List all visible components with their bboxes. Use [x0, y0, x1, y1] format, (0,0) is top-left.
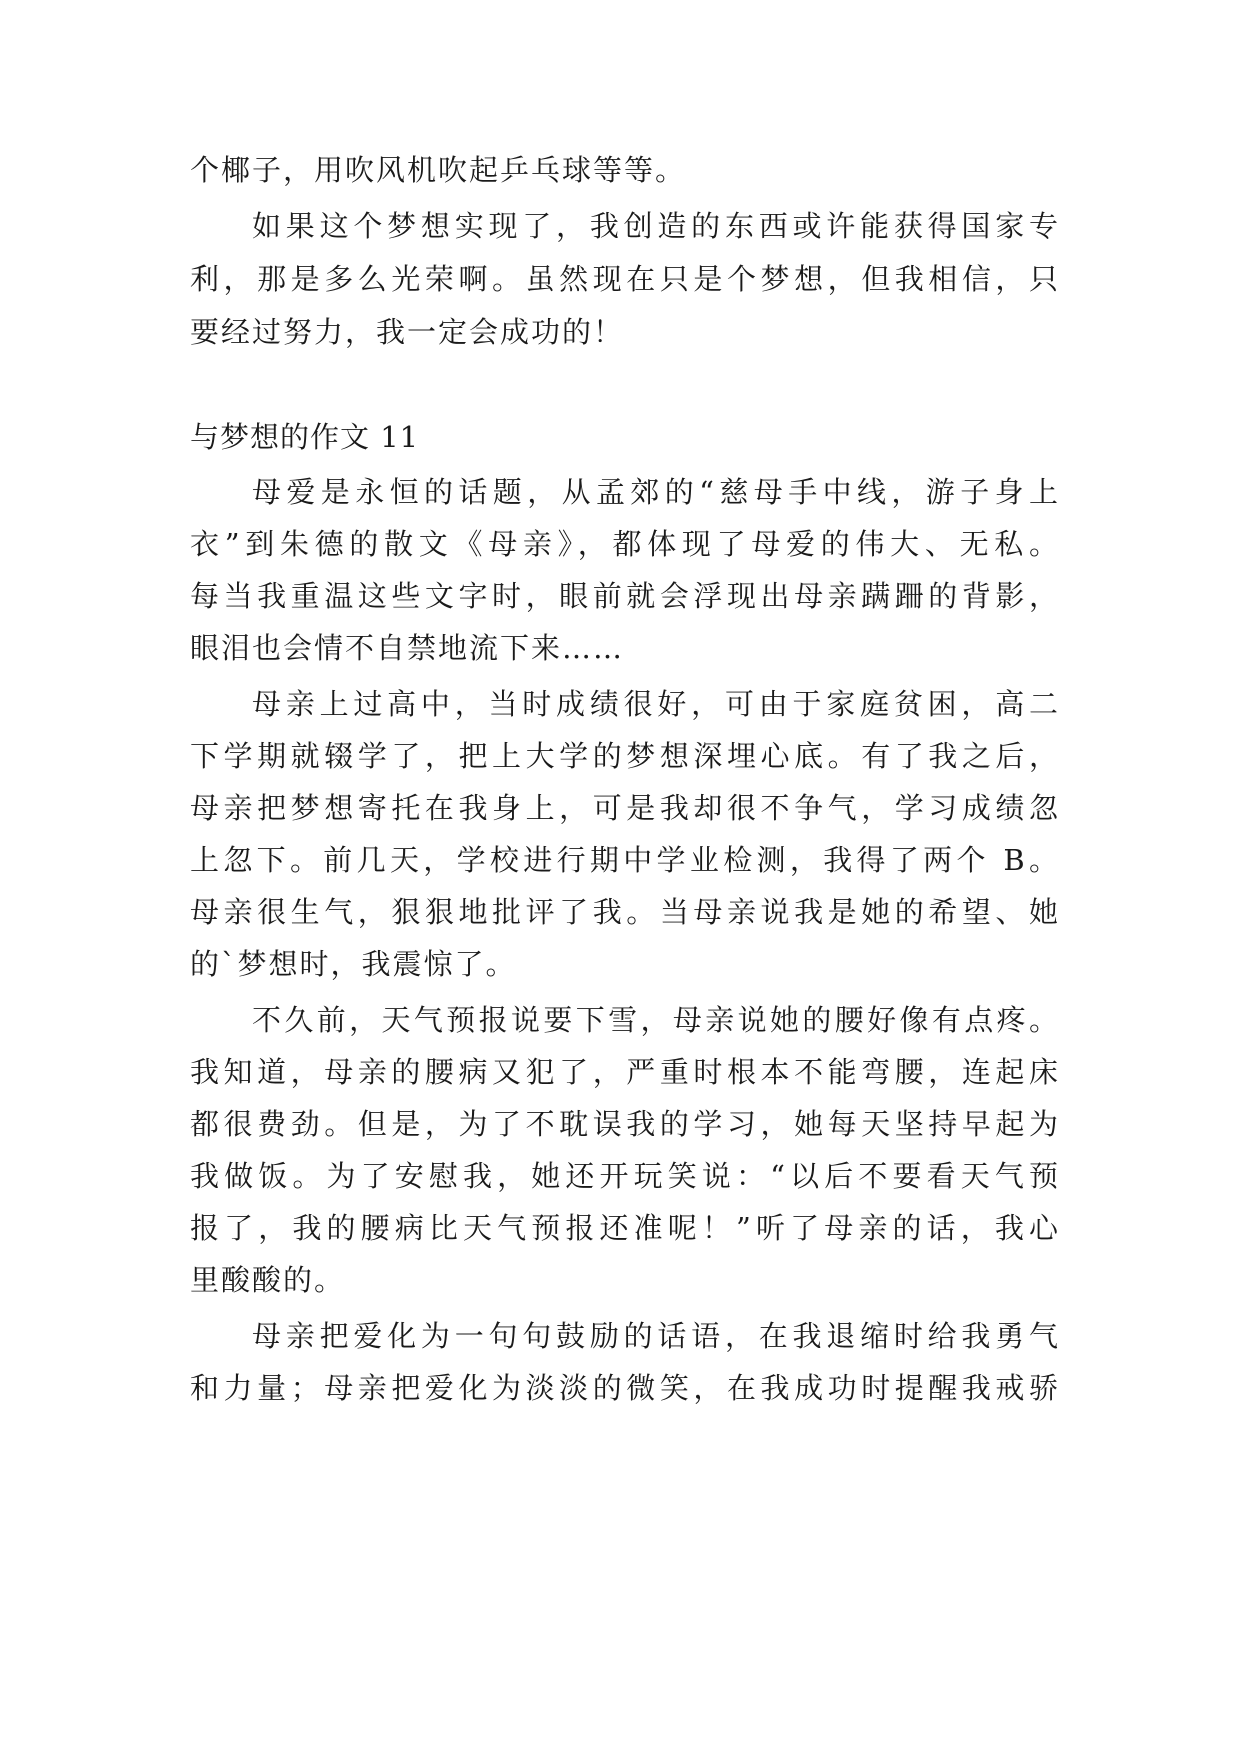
paragraph-line: 不久前，天气预报说要下雪，母亲说她的腰好像有点疼。: [252, 1003, 1060, 1037]
paragraph-line: 母亲把爱化为一句句鼓励的话语，在我退缩时给我勇气: [252, 1319, 1060, 1353]
paragraph-line: 母亲很生气，狠狠地批评了我。当母亲说我是她的希望、她: [190, 895, 1060, 929]
paragraph-line: 里酸酸的。: [190, 1263, 346, 1297]
paragraph-line: 衣”到朱德的散文《母亲》，都体现了母爱的伟大、无私。: [190, 527, 1060, 561]
paragraph-line: 我做饭。为了安慰我，她还开玩笑说：“以后不要看天气预: [190, 1159, 1060, 1193]
paragraph-line: 每当我重温这些文字时，眼前就会浮现出母亲蹒跚的背影，: [190, 579, 1060, 613]
paragraph-line: 都很费劲。但是，为了不耽误我的学习，她每天坚持早起为: [190, 1107, 1060, 1141]
paragraph-line: 母亲把梦想寄托在我身上，可是我却很不争气，学习成绩忽: [190, 791, 1060, 825]
section-heading: 与梦想的作文 11: [190, 420, 420, 454]
paragraph-line: 利，那是多么光荣啊。虽然现在只是个梦想，但我相信，只: [190, 262, 1060, 296]
paragraph-line: 和力量；母亲把爱化为淡淡的微笑，在我成功时提醒我戒骄: [190, 1371, 1060, 1405]
paragraph-line: 我知道，母亲的腰病又犯了，严重时根本不能弯腰，连起床: [190, 1055, 1060, 1089]
paragraph-line: 要经过努力，我一定会成功的！: [190, 315, 625, 349]
paragraph-line: 个椰子，用吹风机吹起乒乓球等等。: [190, 153, 687, 187]
paragraph-line: 母爱是永恒的话题，从孟郊的“慈母手中线，游子身上: [252, 475, 1060, 509]
paragraph-line: 下学期就辍学了，把上大学的梦想深埋心底。有了我之后，: [190, 739, 1060, 773]
paragraph-line: 如果这个梦想实现了，我创造的东西或许能获得国家专: [252, 209, 1060, 243]
paragraph-line: 上忽下。前几天，学校进行期中学业检测，我得了两个 B。: [190, 843, 1060, 877]
paragraph-line: 报了，我的腰病比天气预报还准呢！”听了母亲的话，我心: [190, 1211, 1060, 1245]
paragraph-line: 的`梦想时，我震惊了。: [190, 947, 517, 981]
paragraph-line: 母亲上过高中，当时成绩很好，可由于家庭贫困，高二: [252, 687, 1060, 721]
paragraph-line: 眼泪也会情不自禁地流下来……: [190, 631, 625, 665]
